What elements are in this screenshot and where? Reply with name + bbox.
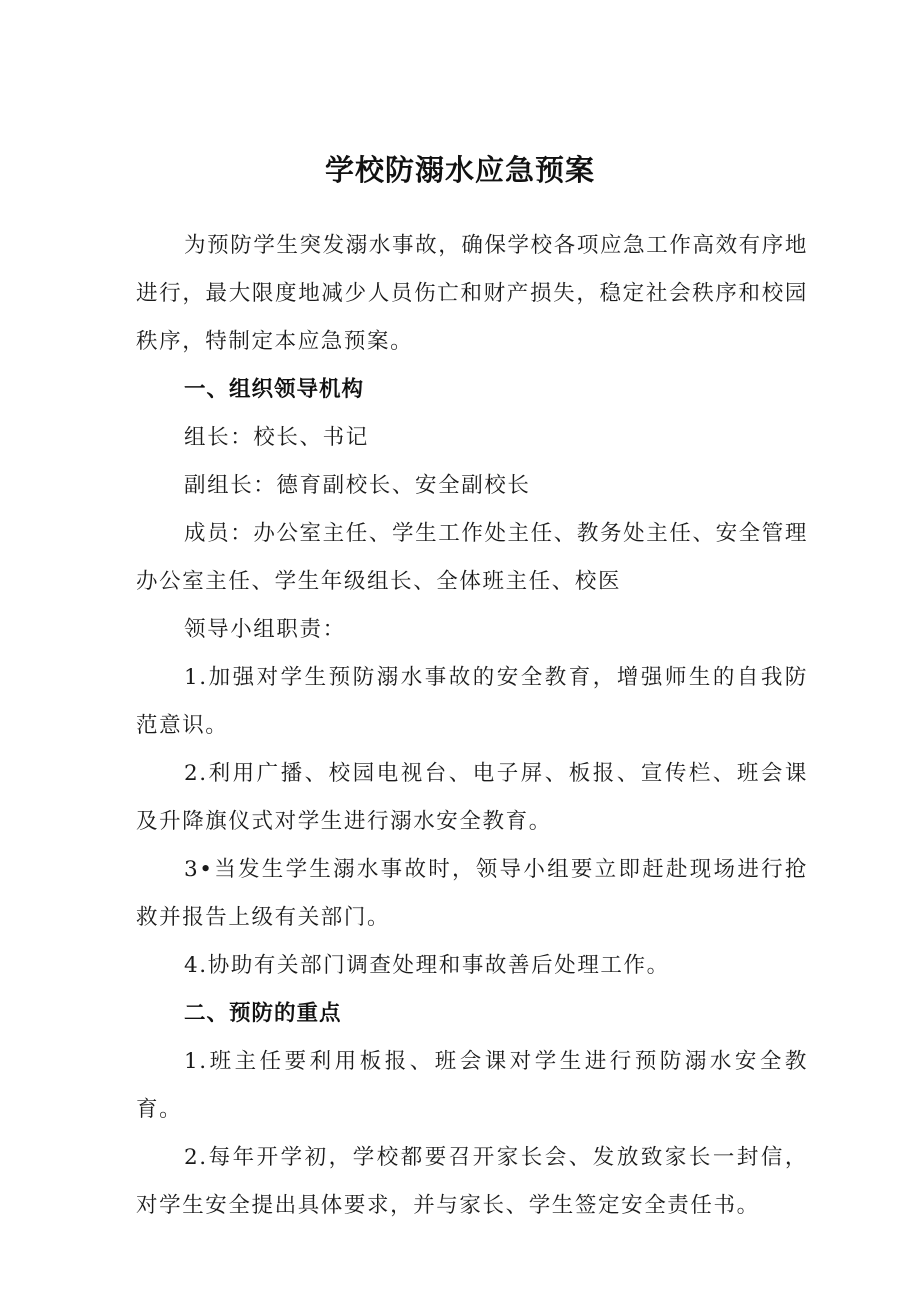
duty-item-1: 1.加强对学生预防溺水事故的安全教育，增强师生的自我防范意识。 [136, 665, 808, 738]
members-paragraph: 成员：办公室主任、学生工作处主任、教务处主任、安全管理办公室主任、学生年级组长、全体班主任、校医 [136, 521, 808, 594]
duty-item-3: 3•当发生学生溺水事故时，领导小组要立即赶赴现场进行抢救并报告上级有关部门。 [136, 857, 808, 930]
document-body [136, 222, 808, 1230]
section-heading-prevention: 二、预防的重点 [184, 1001, 342, 1026]
duty-item-4: 4.协助有关部门调查处理和事故善后处理工作。 [184, 953, 670, 978]
document-title: 学校防溺水应急预案 [324, 153, 595, 187]
duties-label: 领导小组职责： [184, 617, 346, 642]
leader-line: 组长：校长、书记 [184, 425, 369, 450]
prevention-item-1: 1.班主任要利用板报、班会课对学生进行预防溺水安全教育。 [136, 1049, 808, 1122]
duty-item-2: 2.利用广播、校园电视台、电子屏、板报、宣传栏、班会课及升降旗仪式对学生进行溺水安全教育。 [136, 761, 808, 834]
section-heading-organization: 一、组织领导机构 [184, 377, 365, 402]
intro-paragraph: 为预防学生突发溺水事故，确保学校各项应急工作高效有序地进行，最大限度地减少人员伤亡和财产损失，稳定社会秩序和校园秩序，特制定本应急预案。 [136, 233, 808, 354]
prevention-item-2: 2.每年开学初，学校都要召开家长会、发放致家长一封信，对学生安全提出具体要求，并与家长、学生签定安全责任书。 [136, 1145, 808, 1218]
deputy-leader-line: 副组长：德育副校长、安全副校长 [184, 473, 531, 498]
